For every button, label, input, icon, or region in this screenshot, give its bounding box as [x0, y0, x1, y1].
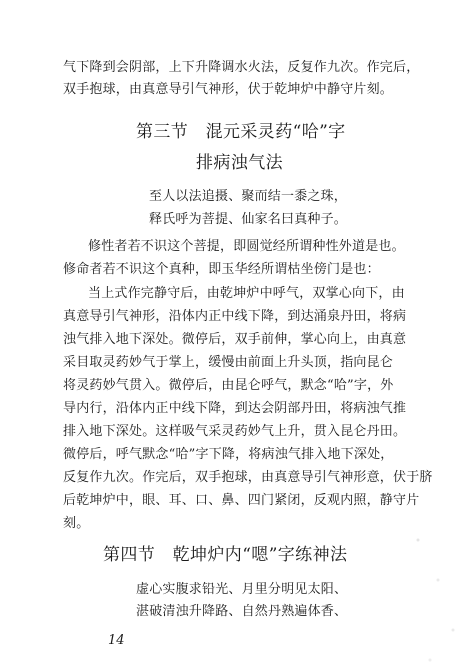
scan-noise — [408, 520, 463, 672]
text-line: 微停后，呼气默念“哈”字下降，将病浊气排入地下深处， — [63, 447, 394, 462]
text-line: 气下降到会阴部，上下升降调水火法，反复作九次。作完后， — [63, 60, 420, 75]
text-line: 双手抱球，由真意导引气神形，伏于乾坤炉中静守片刻。 — [63, 82, 394, 97]
text-line: 将灵药妙气贯入。微停后，由昆仑呼气，默念“哈”字，外 — [63, 378, 394, 393]
text-line: 修命者若不识这个真种，即玉华经所谓枯坐傍门是也： — [63, 262, 380, 277]
verse-line: 至人以法追摄、聚而结一黍之珠， — [149, 189, 348, 204]
section-heading: 第四节 乾坤炉内“嗯”字练神法 — [103, 545, 348, 565]
section-heading: 排病浊气法 — [196, 153, 283, 173]
text-line: 排入地下深处。这样吸气采灵药妙气上升，贯入昆仑丹田。 — [63, 424, 407, 439]
text-line: 浊气排入地下深处。微停后，双手前伸，掌心向上，由真意 — [63, 332, 407, 347]
text-line: 修性者若不识这个菩提，即圆觉经所谓种性外道是也。 — [88, 239, 405, 254]
text-line: 反复作九次。作完后，双手抱球，由真意导引气神形意，伏于脐 — [63, 470, 433, 485]
section-heading: 第三节 混元采灵药“哈”字 — [136, 122, 346, 142]
verse-line: 虚心实腹求铅光、月里分明见太阳、 — [136, 582, 348, 597]
verse-line: 湛破清浊升降路、自然丹熟遍体香、 — [136, 604, 348, 619]
text-line: 刻。 — [63, 516, 90, 531]
text-line: 真意导引气神形，沿体内正中线下降，到达涌泉丹田，将病 — [63, 309, 407, 324]
text-line: 导内行，沿体内正中线下降，到达会阴部丹田，将病浊气推 — [63, 401, 407, 416]
text-line: 当上式作完静守后，由乾坤炉中呼气，双掌心向下，由 — [88, 286, 405, 301]
page-number: 14 — [108, 633, 125, 648]
text-line: 采目取灵药妙气于掌上，缓慢由前面上升头顶，指向昆仑 — [63, 355, 394, 370]
text-line: 后乾坤炉中，眼、耳、口、鼻、四门紧闭，反观内照，静守片 — [63, 493, 420, 508]
verse-line: 释氏呼为菩提、仙家名曰真种子。 — [149, 212, 348, 227]
